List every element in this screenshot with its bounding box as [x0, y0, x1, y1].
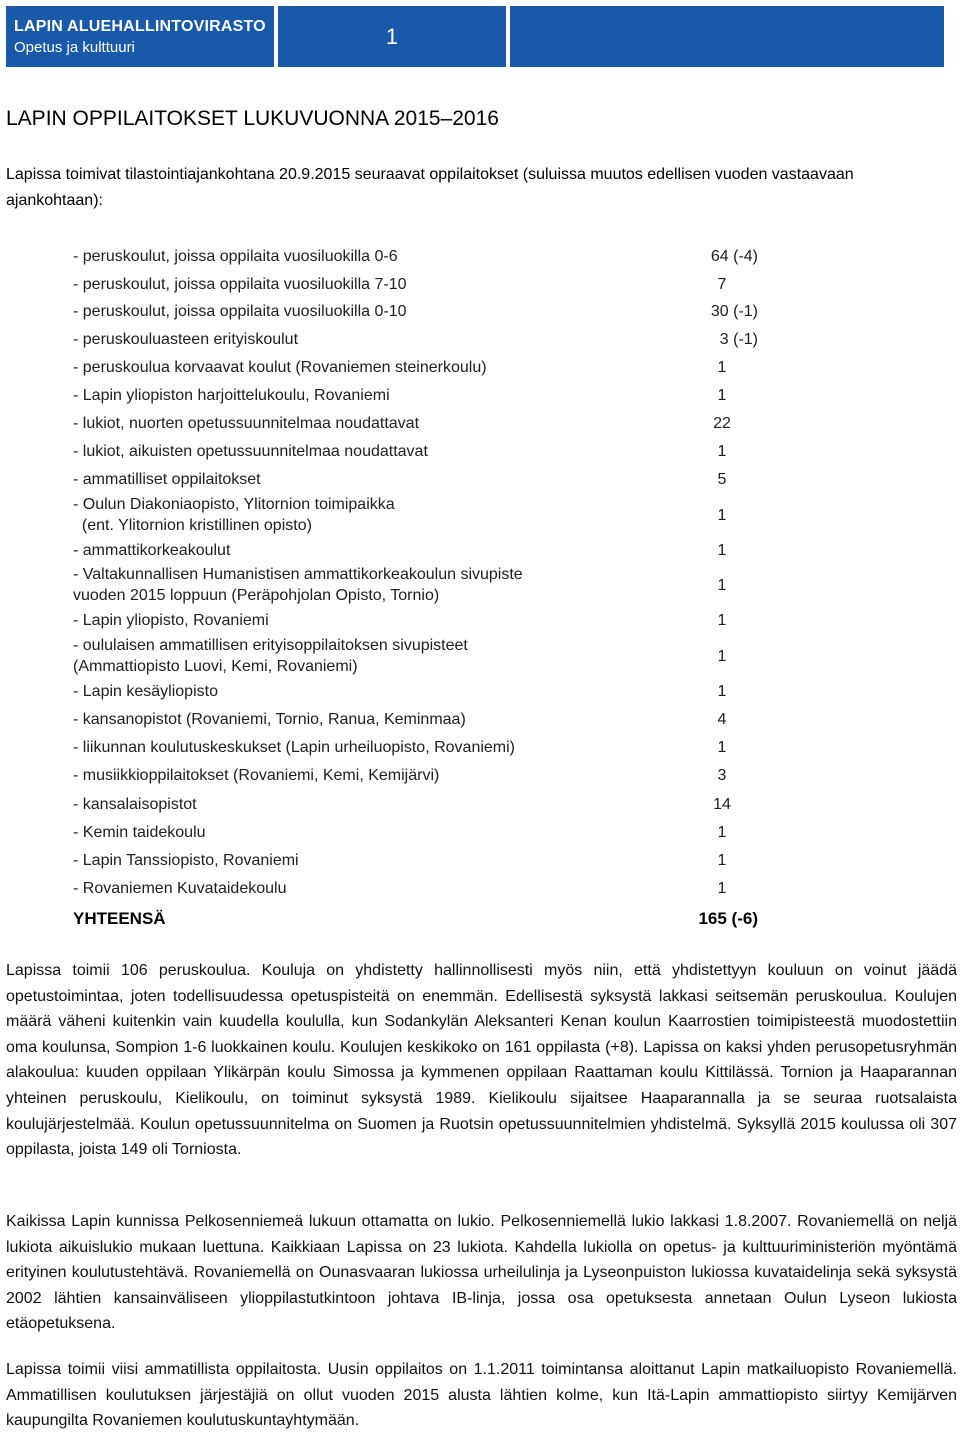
- list-item-label: - Lapin kesäyliopisto: [73, 683, 218, 700]
- list-item-label: - Rovaniemen Kuvataidekoulu: [73, 880, 287, 897]
- list-item-label: - liikunnan koulutuskeskukset (Lapin urheiluopisto, Rovaniemi): [73, 739, 516, 756]
- list-item-value: 3 (-1): [719, 331, 758, 348]
- list-item-label: - ammattikorkeakoulut: [73, 542, 231, 559]
- list-item-label: - kansalaisopistot: [73, 796, 197, 813]
- list-item-label: - lukiot, aikuisten opetussuunnitelmaa noudattavat: [73, 443, 428, 460]
- list-item-value: 5: [717, 471, 727, 488]
- list-item-value: 1: [717, 824, 727, 841]
- list-item-label: - peruskoulut, joissa oppilaita vuosiluokilla 7-10: [73, 276, 407, 293]
- list-item-value: 1: [717, 443, 727, 460]
- list-item-value: 1: [717, 852, 727, 869]
- list-item: [73, 564, 773, 606]
- intro-text: Lapissa toimivat tilastointiajankohtana 20.9.2015 seuraavat oppilaitokset (suluissa muutos edellisen vuoden vastaavaan ajankohtaan):: [6, 166, 854, 209]
- list-item-value: 1: [717, 648, 727, 665]
- list-item-value: 1: [717, 542, 727, 559]
- paragraph-lukiot: Kaikissa Lapin kunnissa Pelkosenniemeä lukuun ottamatta on lukio. Pelkosenniemellä lukio lakkasi 1.8.2007. Rovaniemellä on neljä lukiota aikuislukio mukaan luettuna. Kaikkiaan Lapissa on 23 lukiota. Kahdella lukiolla on opetus- ja kulttuuriministeriön myöntämä erityinen koulutustehtävä. Rovaniemellä on Ounasvaaran lukiossa urheilulinja ja Lyseonpuiston lukiossa kuvataidelinja sekä syksystä 2002 lähtien kansainväliseen ylioppilastutkintoon johtava IB-linja, jossa osa opetuksesta annetaan Oulun Lyseon lukiosta etäopetuksena.: [6, 1213, 957, 1333]
- list-item-value: 1: [717, 683, 727, 700]
- header-bar-right: [510, 6, 944, 67]
- list-item-label: - Lapin yliopiston harjoittelukoulu, Rovaniemi: [73, 387, 390, 404]
- list-item-label: - Lapin yliopisto, Rovaniemi: [73, 612, 269, 629]
- list-item-label-cont: (Ammattiopisto Luovi, Kemi, Rovaniemi): [73, 658, 358, 675]
- paragraph-peruskoulut: Lapissa toimii 106 peruskoulua. Kouluja on yhdistetty hallinnollisesti myös niin, että yhdistettyyn kouluun on voinut jäädä opetustoimintaa, joten todellisuudessa opetuspisteitä on enemmän. Edellisestä syksystä lakkasi seitsemän peruskoulua. Koulujen määrä väheni kuitenkin vain kuudella koululla, kun Sodankylän Aleksanteri Kenan koulun Kaarrostien toimipisteestä muodostettiin oma koulunsa, Sompion 1-6 luokkainen koulu. Koulujen keskikoko on 161 oppilasta (+8). Lapissa on kaksi yhden perusopetusryhmän alakoulua: kuuden oppilaan Ylikärpän koulu Simossa ja kymmenen oppilaan Raattaman koulu Kittilässä. Tornion ja Haaparannan yhteinen peruskoulu, Kielikoulu, on toiminut syksystä 1989. Kielikoulu sijaitsee Haaparannalla ja se seuraa ruotsalaista koulujärjestelmää. Koulun opetussuunnitelma on Suomen ja Ruotsin opetussuunnitelmien yhdistelmä. Syksyllä 2015 koulussa oli 307 oppilasta, joista 149 oli Torniosta.: [6, 962, 957, 1159]
- total-label: YHTEENSÄ: [73, 909, 166, 928]
- list-item-label: - oululaisen ammatillisen erityisoppilaitoksen sivupisteet: [73, 637, 468, 654]
- org-name: LAPIN ALUEHALLINTOVIRASTO: [14, 18, 266, 35]
- page-number: 1: [278, 6, 506, 67]
- total-value: 165 (-6): [698, 909, 758, 928]
- header-org-block: [6, 6, 274, 67]
- list-item-value: 14: [713, 796, 731, 813]
- list-item-value: 64 (-4): [710, 248, 758, 265]
- dept-name: Opetus ja kulttuuri: [14, 39, 135, 56]
- page-header: [6, 6, 944, 67]
- list-item-value: 4: [717, 711, 727, 728]
- list-item-value: 7: [717, 276, 727, 293]
- list-item-value: 1: [717, 880, 727, 897]
- list-item-label: - Lapin Tanssiopisto, Rovaniemi: [73, 852, 299, 869]
- list-item-label: - peruskouluasteen erityiskoulut: [73, 331, 299, 348]
- list-item-label: - musiikkioppilaitokset (Rovaniemi, Kemi, Kemijärvi): [73, 767, 440, 784]
- list-item-label-cont: (ent. Ylitornion kristillinen opisto): [73, 517, 312, 534]
- list-item-value: 1: [717, 739, 727, 756]
- list-item-label: - Valtakunnallisen Humanistisen ammattikorkeakoulun sivupiste: [73, 566, 523, 583]
- list-item-value: 1: [717, 359, 727, 376]
- list-item-value: 22: [713, 415, 731, 432]
- list-item-value: 1: [717, 507, 727, 524]
- list-item-value: 1: [717, 577, 727, 594]
- list-item-value: 3: [717, 767, 727, 784]
- list-item-label: - peruskoulua korvaavat koulut (Rovaniemen steinerkoulu): [73, 359, 487, 376]
- list-item-label: - peruskoulut, joissa oppilaita vuosiluokilla 0-6: [73, 248, 398, 265]
- list-item-value: 1: [717, 612, 727, 629]
- list-item-label: - ammatilliset oppilaitokset: [73, 471, 261, 488]
- list-item-label: - Oulun Diakoniaopisto, Ylitornion toimipaikka: [73, 496, 395, 513]
- list-item-label: - Kemin taidekoulu: [73, 824, 206, 841]
- document-title: LAPIN OPPILAITOKSET LUKUVUONNA 2015–2016: [6, 107, 499, 130]
- list-item-label: - kansanopistot (Rovaniemi, Tornio, Ranua, Keminmaa): [73, 711, 466, 728]
- list-item-label: - peruskoulut, joissa oppilaita vuosiluokilla 0-10: [73, 303, 407, 320]
- list-item-label-cont: vuoden 2015 loppuun (Peräpohjolan Opisto, Tornio): [73, 587, 440, 604]
- paragraph-ammatilliset: Lapissa toimii viisi ammatillista oppilaitosta. Uusin oppilaitos on 1.1.2011 toimintansa aloittanut Lapin matkailuopisto Rovaniemellä. Ammatillisen koulutuksen järjestäjiä on ollut vuoden 2015 alusta lähtien kolme, kun Itä-Lapin ammattiopisto siirtyy Kemijärven kaupungilta Rovaniemen koulutuskuntayhtymään.: [6, 1361, 957, 1430]
- list-item: [73, 635, 773, 677]
- list-item: [73, 494, 773, 536]
- list-item-value: 1: [717, 387, 727, 404]
- list-item-label: - lukiot, nuorten opetussuunnitelmaa noudattavat: [73, 415, 420, 432]
- list-item-value: 30 (-1): [710, 303, 758, 320]
